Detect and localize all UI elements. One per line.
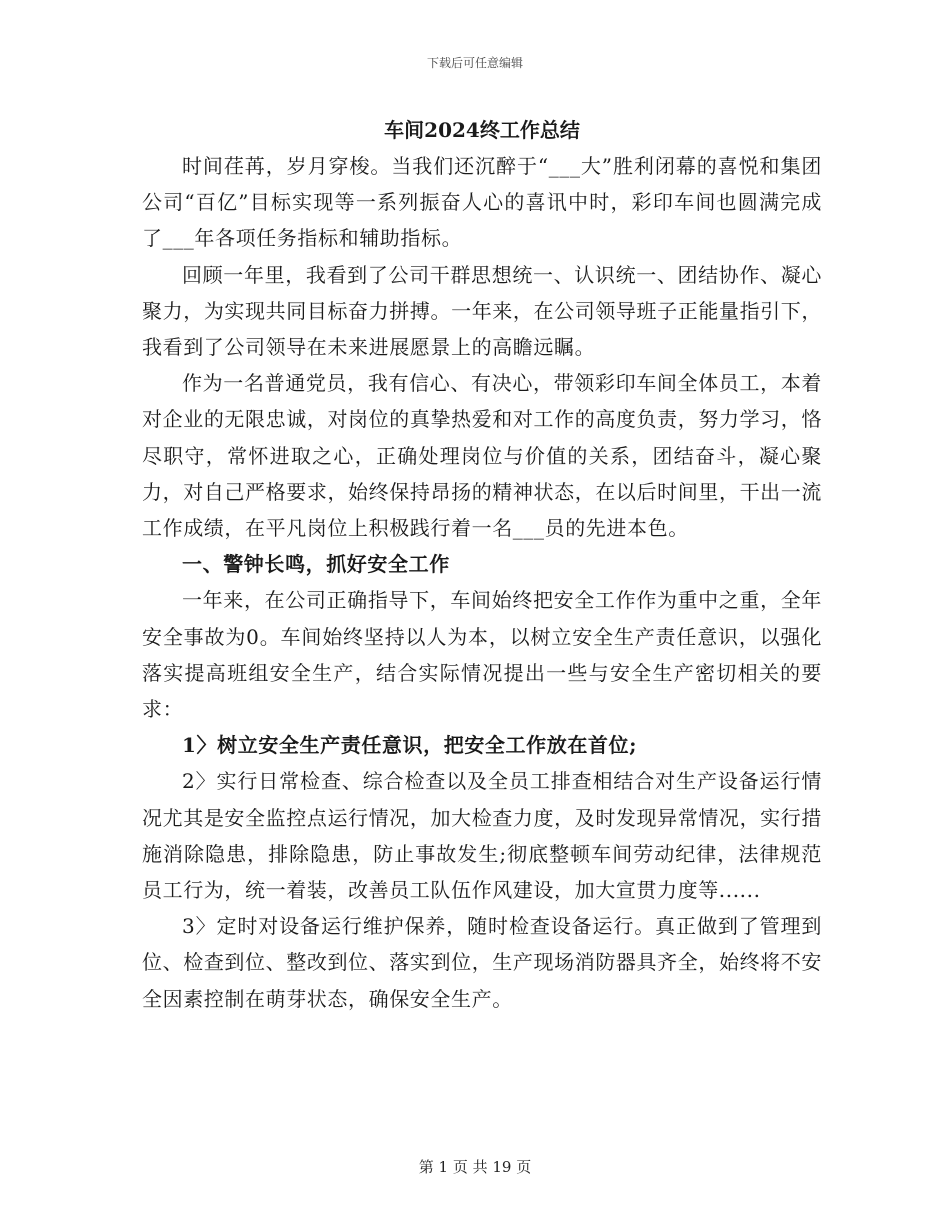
list-item-3: 3〉定时对设备运行维护保养，随时检查设备运行。真正做到了管理到位、检查到位、整改到位、落实到位，生产现场消防器具齐全，始终将不安全因素控制在萌芽状态，确保安全生产。: [142, 914, 822, 1011]
paragraph-commitment: 作为一名普通党员，我有信心、有决心，带领彩印车间全体员工，本着对企业的无限忠诚，对岗位的真挚热爱和对工作的高度负责，努力学习，恪尽职守，常怀进取之心，正确处理岗位与价值的关系，团结奋斗，凝心聚力，对自己严格要求，始终保持昂扬的精神状态，在以后时间里，干出一流工作成绩，在平凡岗位上积极践行着一名___员的先进本色。: [142, 371, 822, 541]
header-note: 下载后可任意编辑: [426, 56, 523, 70]
list-item-1: 1〉树立安全生产责任意识，把安全工作放在首位;: [182, 733, 638, 758]
paragraph-safety-overview: 一年来，在公司正确指导下，车间始终把安全工作作为重中之重，全年安全事故为0。车间始终坚持以人为本，以树立安全生产责任意识，以强化落实提高班组安全生产，结合实际情况提出一些与安全生产密切相关的要求：: [142, 588, 822, 722]
paragraph-intro: 时间荏苒，岁月穿梭。当我们还沉醉于“___大”胜利闭幕的喜悦和集团公司“百亿”目标实现等一系列振奋人心的喜讯中时，彩印车间也圆满完成了___年各项任务指标和辅助指标。: [142, 154, 822, 251]
document-title: 车间2024终工作总结: [384, 118, 580, 142]
document-body: [142, 112, 822, 1017]
page-number: 第 1 页 共 19 页: [418, 1158, 532, 1176]
paragraph-review: 回顾一年里，我看到了公司干群思想统一、认识统一、团结协作、凝心聚力，为实现共同目标奋力拼搏。一年来，在公司领导班子正能量指引下，我看到了公司领导在未来进展愿景上的高瞻远瞩。: [142, 262, 822, 360]
section-heading-safety: 一、警钟长鸣，抓好安全工作: [182, 552, 450, 577]
list-item-2: 2〉实行日常检查、综合检查以及全员工排查相结合对生产设备运行情况尤其是安全监控点运行情况，加大检查力度，及时发现异常情况，实行措施消除隐患，排除隐患，防止事故发生;彻底整顿车间劳动纪律，法律规范员工行为，统一着装，改善员工队伍作风建设，加大宣贯力度等......: [142, 769, 822, 903]
